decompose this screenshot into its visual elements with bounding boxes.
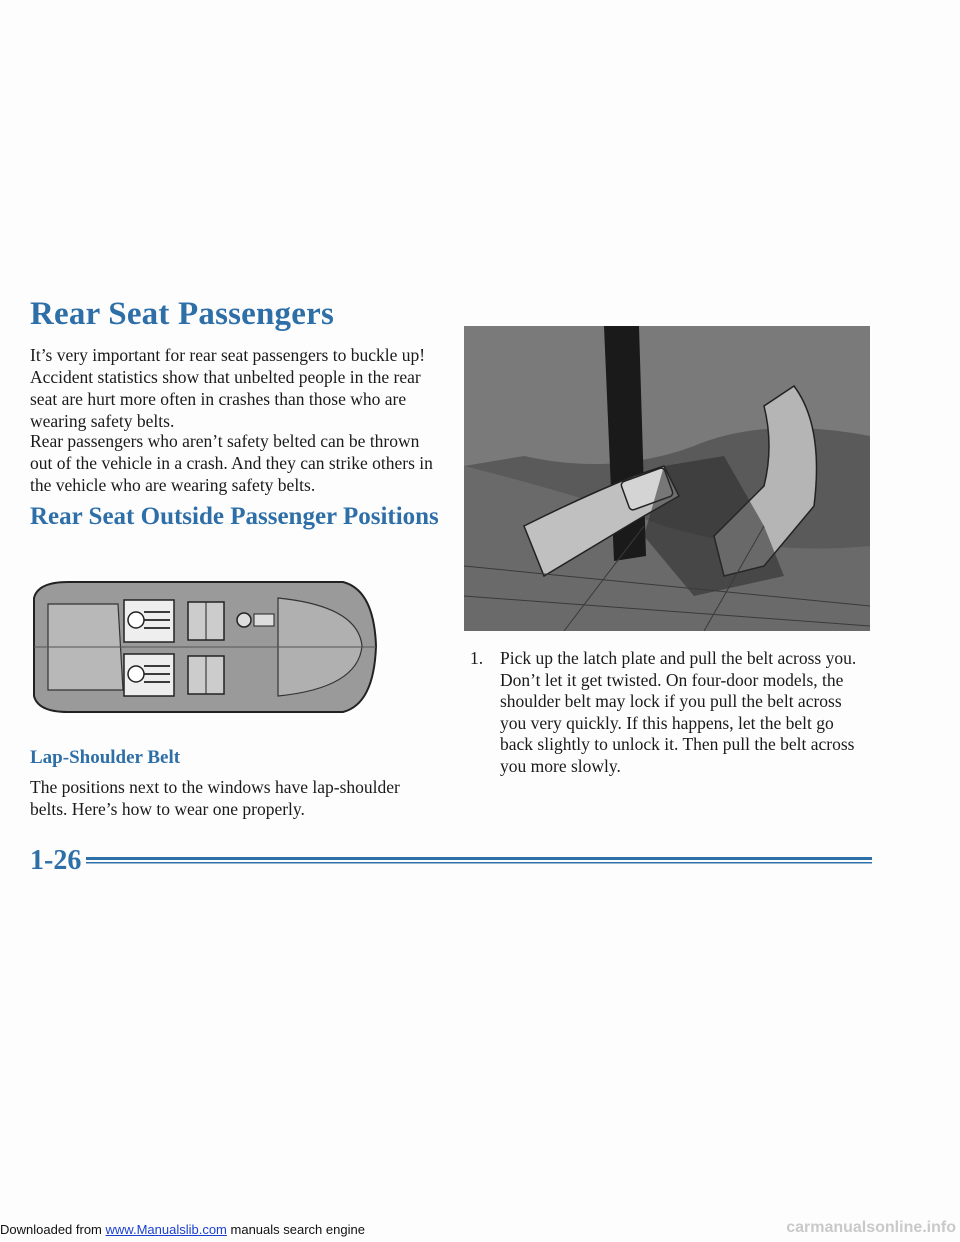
step-number: 1. bbox=[470, 648, 484, 668]
rear-left-seat-occupied bbox=[124, 600, 174, 642]
seating-diagram bbox=[28, 576, 378, 718]
belt-heading: Lap-Shoulder Belt bbox=[30, 747, 181, 768]
second-paragraph: Rear passengers who aren’t safety belted can be thrown out of the vehicle in a crash. And they can strike others in the vehicle who are wearing safety belts. bbox=[30, 431, 433, 495]
footer-prefix: Downloaded from bbox=[0, 1222, 102, 1237]
intro-paragraph: It’s very important for rear seat passengers to buckle up! Accident statistics show that unbelted people in the rear seat are hurt more often in crashes than those who are wearing safety belts. bbox=[30, 345, 426, 431]
step-text: Pick up the latch plate and pull the belt across you. Don’t let it get twisted. On four-door models, the shoulder belt may lock if you pull the belt across you very quickly. If this happens, let the belt go back slightly to unlock it. Then pull the belt across you more slowly. bbox=[500, 648, 857, 776]
latch-plate-illustration bbox=[464, 326, 870, 631]
footer-suffix: manuals search engine bbox=[230, 1222, 365, 1237]
manualslib-link[interactable]: www.Manualslib.com bbox=[105, 1222, 227, 1237]
download-footer bbox=[0, 1222, 365, 1237]
watermark: carmanualsonline.info bbox=[786, 1219, 956, 1236]
page-number: 1-26 bbox=[30, 845, 82, 876]
subtitle: Rear Seat Outside Passenger Positions bbox=[30, 503, 439, 530]
step-item bbox=[470, 648, 870, 777]
rear-right-seat-occupied bbox=[124, 654, 174, 696]
belt-paragraph: The positions next to the windows have lap-shoulder belts. Here’s how to wear one properly. bbox=[30, 777, 400, 819]
page-title: Rear Seat Passengers bbox=[30, 296, 334, 332]
page-rule bbox=[86, 856, 872, 866]
